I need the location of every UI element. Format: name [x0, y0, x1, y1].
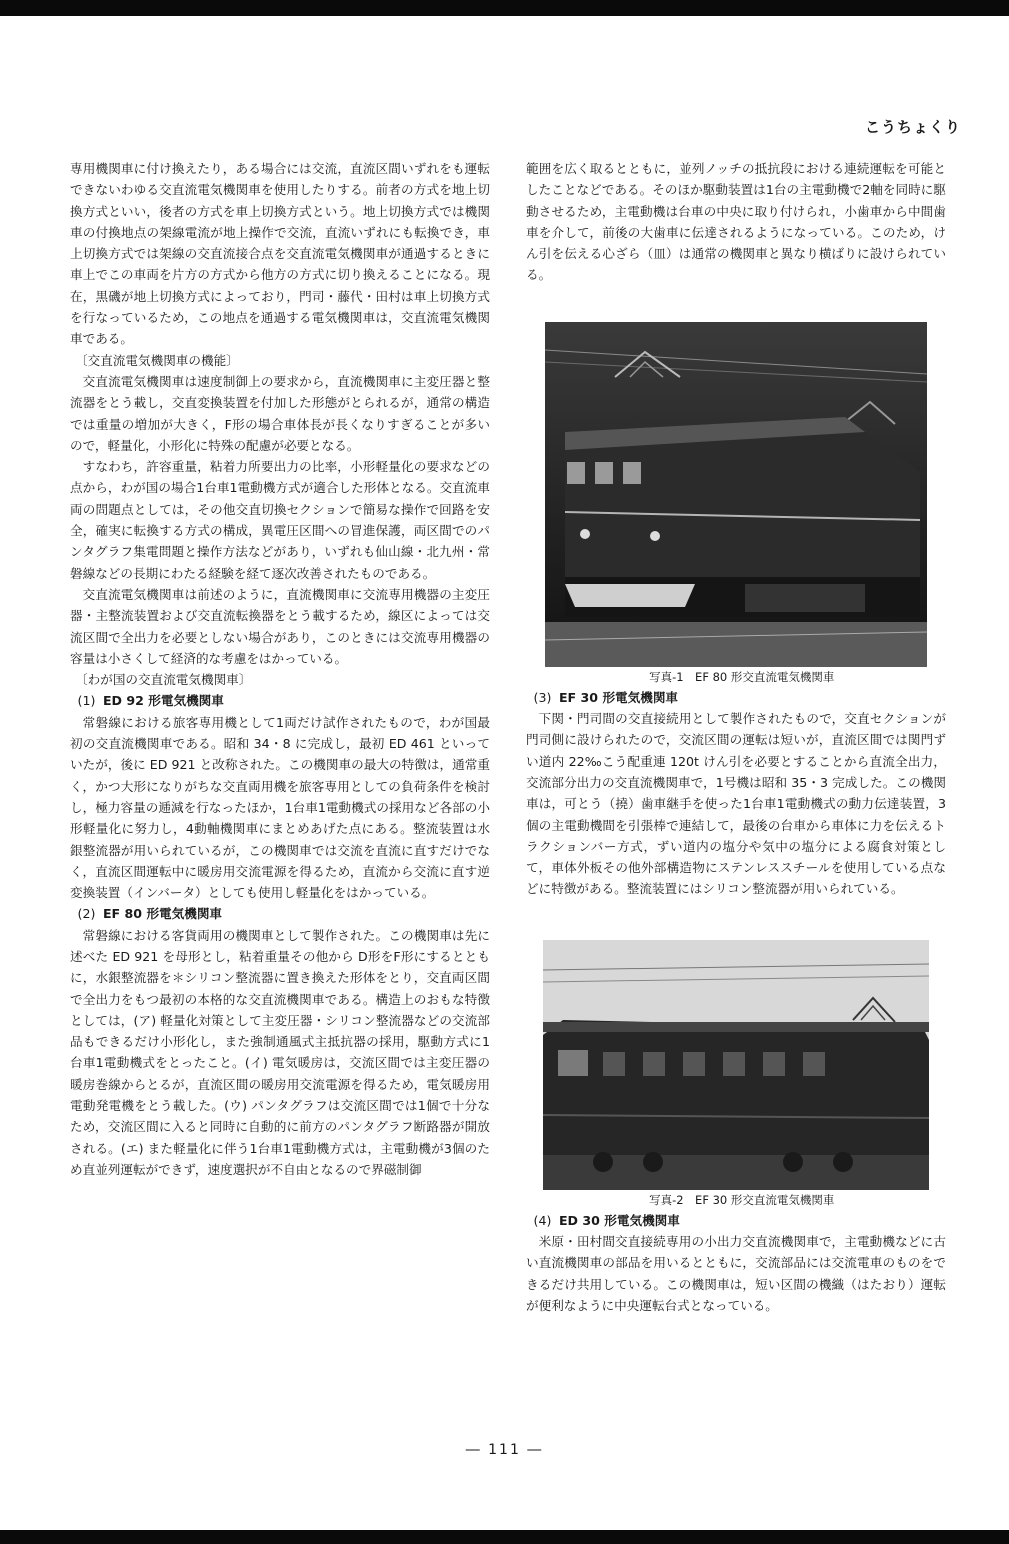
locomotive-photo-image: [545, 322, 927, 667]
running-header: こうちょくり: [864, 118, 961, 136]
subsection-heading-ed30: [526, 1210, 946, 1231]
subsection-number: (4): [533, 1212, 552, 1228]
subsection-heading-ef80: [70, 903, 490, 924]
subsection-title: ED 92 形電気機関車: [102, 693, 224, 709]
subsection-heading-ed92: [70, 690, 490, 711]
paragraph: 交直流電気機関車は速度制御上の要求から，直流機関車に主変圧器と整流器をとう載し，交直変換装置を付加した形態がとられるが，通常の構造では重量の増加が大きく，F形の場合車体長が長くなりすぎることが多いので，軽量化，小形化に特殊の配慮が必要となる。: [70, 373, 491, 453]
paragraph: 交直流電気機関車は前述のように，直流機関車に交流専用機器の主変圧器・主整流装置および交直流転換器をとう載するため，線区によっては交流区間で全出力を必要としない場合があり，このときには交流専用機器の容量は小さくして経済的な考慮をはかっている。: [70, 586, 490, 666]
paragraph: 下関・門司間の交直接続用として製作されたもので，交直セクションが門司側に設けられたので，交流区間の運転は短いが，直流区間では関門ずい道内 22‰こう配重連 120t けん引を必要とすることから直流全出力，交流部分出力の交直流機関車で，1号機は昭和 35・3 完成した。この機関車は，可とう（撓）歯車継手を使った1台車1電動機式の動力伝達装置，3個の主電動機間を引張棒で連結して，最後の台車から車体に力を伝えるトラクションバー方式，ずい道内の塩分や気中の塩分による腐食対策として，車体外板その他外部構造物にステンレススチールを使用している点などに特徴がある。整流装置にはシリコン整流器が用いられている。: [526, 711, 946, 897]
right-column: [526, 158, 946, 1316]
paragraph: すなわち，許容重量，粘着力所要出力の比率，小形軽量化の要求などの点から，わが国の場合1台車1電動機方式が適合した形体となる。交直流車両の問題点としては，その他交直切換セクションで簡易な操作で回路を安全，確実に転換する方式の構成，異電圧区間への冒進保護，両区間でのパンタグラフ集電問題と操作方法などがあり，いずれも仙山線・北九州・常磐線などの長期にわたる経験を経て逐次改善されたものである。: [70, 459, 490, 581]
bottom-border-band: [0, 1530, 1009, 1544]
subsection-number: (1): [77, 693, 96, 709]
section-heading: 〔交直流電気機関車の機能〕: [75, 352, 239, 368]
paragraph: 常磐線における客貨両用の機関車として製作された。この機関車は先に述べた ED 921 を母形とし，粘着重量その他から D形をF形にするとともに，水銀整流器を＊シリコン整流器に置き換えた形体をとり，交直両区間で全出力をもつ最初の本格的な交直流機関車である。構造上のおもな特徴としては，(ア) 軽量化対策として主変圧器・シリコン整流器などの交流部品もできるだけ小形化し，また強制通風式主抵抗器の採用，駆動方式に1台車1電動機式をとったこと。(イ) 電気暖房は，交流区間では主変圧器の暖房巻線からとるが，直流区間の暖房用交流電源を得るため，電気暖房用電動発電機をとう載した。(ウ) パンタグラフは交流区間では1個で十分なため，交流区間に入ると同時に自動的に前方のパンタグラフ断路器が開放される。(エ) また軽量化に伴う1台車1電動機方式は，主電動機が3個のため直並列運転ができず，速度選択が不自由となるので界磁制御: [70, 927, 491, 1177]
subsection-heading-ef30: [526, 687, 946, 708]
paragraph: 米原・田村間交直接続専用の小出力交直流機関車で，主電動機などに古い直流機関車の部品を用いるとともに，交流部品には交流電車のものをできるだけ共用している。この機関車は，短い区間の機織（はたおり）運転が便利なように中央運転台式となっている。: [526, 1234, 946, 1313]
top-border-band: [0, 0, 1009, 16]
subsection-title: EF 30 形電気機関車: [558, 689, 679, 705]
photo-ef30-locomotive: [543, 940, 929, 1190]
subsection-number: (3): [533, 689, 552, 705]
subsection-number: (2): [77, 906, 96, 922]
photo-ef80-locomotive: [545, 322, 927, 667]
paragraph: 常磐線における旅客専用機として1両だけ試作されたもので，わが国最初の交直流機関車である。昭和 34・8 に完成し，最初 ED 461 といっていたが，後に ED 921 と改称された。この機関車の最大の特徴は，通常重く，かつ大形になりがちな交直両用機を旅客専用としての負荷条件を検討し，極力容量の逓減を行なったほか，1台車1電動機式の採用など各部の小形軽量化に努力し，4動軸機関車にまとめあげた点にある。整流装置は水銀整流器が用いられているが，この機関車では交流を直流に直すだけでなく，直流区間運転中に暖房用交流電源を得るため，直流から交流に直す逆変換装置（インバータ）としても使用し軽量化をはかっている。: [70, 714, 490, 901]
page-number: ― 111 ―: [465, 1442, 544, 1458]
paragraph: 専用機関車に付け換えたり，ある場合には交流，直流区間いずれをも運転できないわゆる交直流電気機関車を使用したりする。前者の方式を地上切換方式といい，後者の方式を車上切換方式という。地上切換方式では機関車の付換地点の架線電流が地上操作で交流，直流いずれにも転換でき，車上切換方式では架線の交直流接合点を交直流電気機関車が通過するときに車上でこの車両を片方の方式から他方の方式に切り換えることになる。現在，黒磯が地上切換方式によっており，門司・藤代・田村は車上切換方式を行なっているため，この地点を通過する電気機関車は，交直流電気機関車である。: [70, 161, 490, 347]
photo-caption: 写真-2 EF 30 形交直流電気機関車: [649, 1192, 835, 1207]
subsection-title: ED 30 形電気機関車: [558, 1212, 680, 1228]
paragraph: 範囲を広く取るとともに，並列ノッチの抵抗段における連続運転を可能としたことなどである。そのほか駆動装置は1台の主電動機で2軸を同時に駆動させるため，主電動機は台車の中央に取り付けられ，小歯車から中間歯車を介して，前後の大歯車に伝達されるようになっている。このため，けん引を伝える心ざら（皿）は通常の機関車と異なり横ばりに設けられている。: [526, 161, 946, 283]
section-heading: 〔わが国の交直流電気機関車〕: [75, 672, 252, 688]
subsection-title: EF 80 形電気機関車: [102, 906, 223, 922]
left-column: [70, 158, 490, 1180]
photo-caption: 写真-1 EF 80 形交直流電気機関車: [649, 669, 835, 684]
locomotive-photo-image: [543, 940, 929, 1190]
